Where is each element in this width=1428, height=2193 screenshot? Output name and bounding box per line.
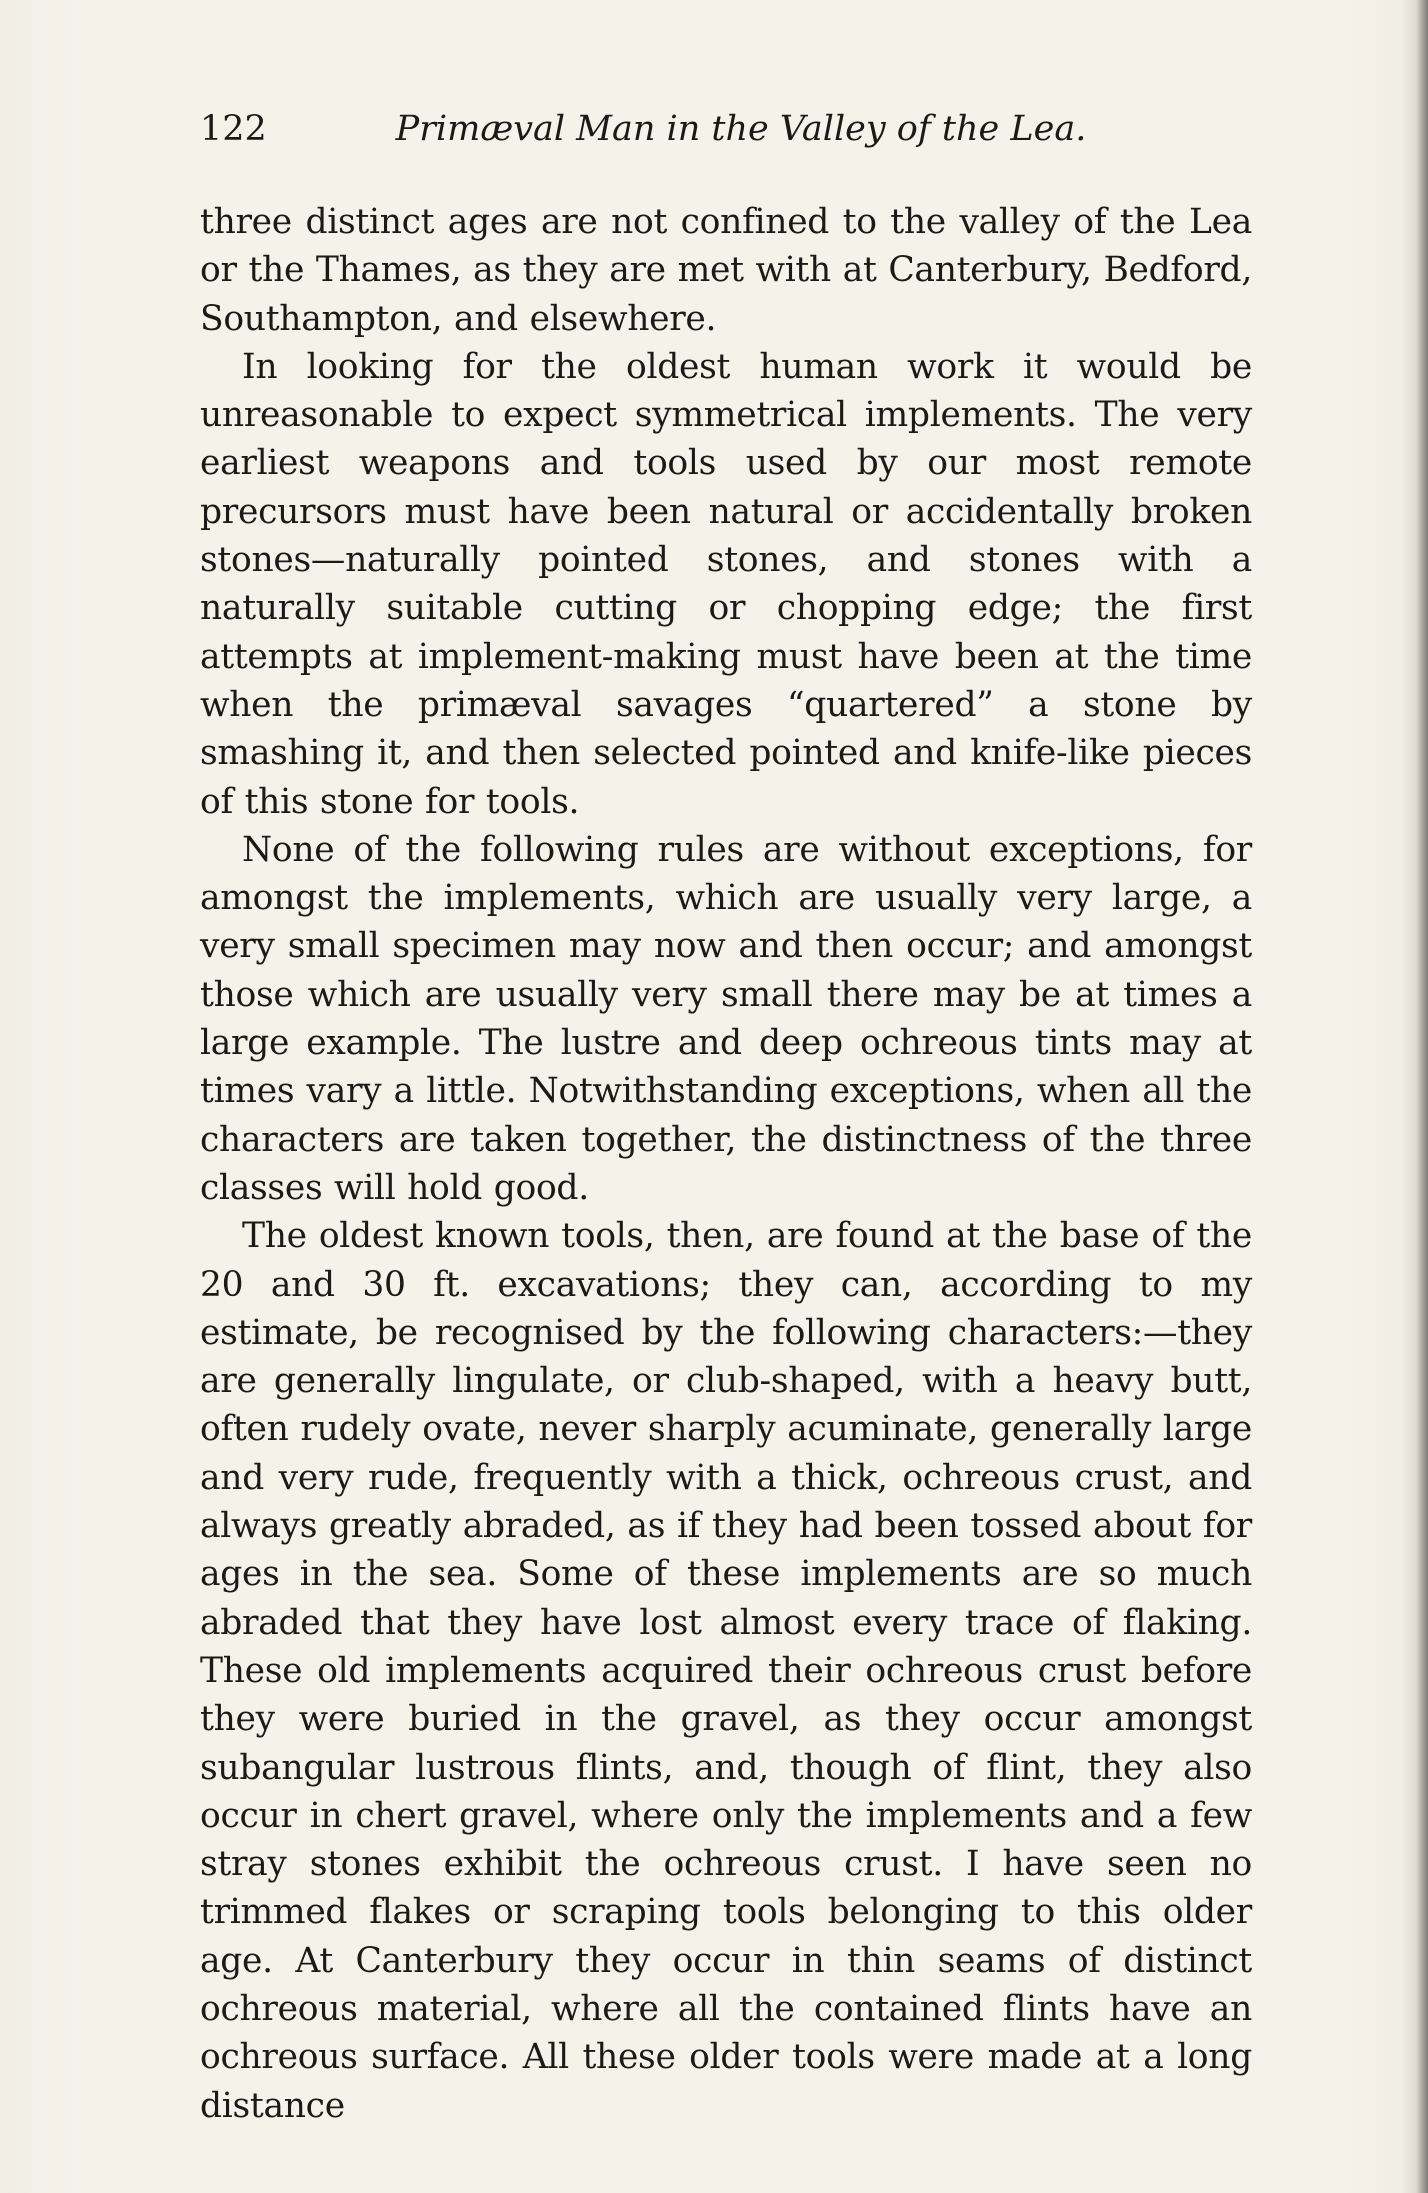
paragraph-oldest-human-work: In looking for the oldest human work it would be unreasonable to expect symmetrical implements. The very earliest weapons and tools used by our most remote precursors must have been natural or accidentally broken stones—naturally pointed stones, and stones with a naturally suitable cutting or chopping edge; the first attempts at implement-making must have been at the time when the primæval savages “quartered” a stone by smashing it, and then selected pointed and knife-like pieces of this stone for tools. — [200, 346, 1252, 822]
page-gutter-shadow — [1402, 0, 1428, 2193]
page-number: 122 — [200, 109, 267, 149]
running-head — [200, 104, 1252, 154]
running-title: Primæval Man in the Valley of the Lea. — [395, 109, 1087, 149]
paragraph-oldest-known-tools: The oldest known tools, then, are found at the base of the 20 and 30 ft. excavations; they can, according to my estimate, be recognised by the following characters:—they are generally lingulate, or club-shaped, with a heavy butt, often rudely ovate, never sharply acuminate, generally large and very rude, frequently with a thick, ochreous crust, and always greatly abraded, as if they had been tossed about for ages in the sea. Some of these implements are so much abraded that they have lost almost every trace of flaking. These old implements acquired their ochreous crust before they were buried in the gravel, as they occur amongst subangular lustrous flints, and, though of flint, they also occur in chert gravel, where only the implements and a few stray stones exhibit the ochreous crust. I have seen no trimmed flakes or scraping tools belonging to this older age. At Canterbury they occur in thin seams of distinct ochreous material, where all the contained flints have an ochreous surface. All these older tools were made at a long distance — [200, 1216, 1252, 2126]
paragraph-rules-exceptions: None of the following rules are without exceptions, for amongst the implements, which are usually very large, a very small specimen may now and then occur; and amongst those which are usually very small there may be at times a large example. The lustre and deep ochreous tints may at times vary a little. Notwithstanding exceptions, when all the characters are taken together, the distinctness of the three classes will hold good. — [200, 829, 1252, 1208]
body-text — [200, 198, 1252, 2130]
paragraph-continued: three distinct ages are not confined to the valley of the Lea or the Thames, as they are met with at Canterbury, Bedford, Southampton, and elsewhere. — [200, 202, 1252, 339]
